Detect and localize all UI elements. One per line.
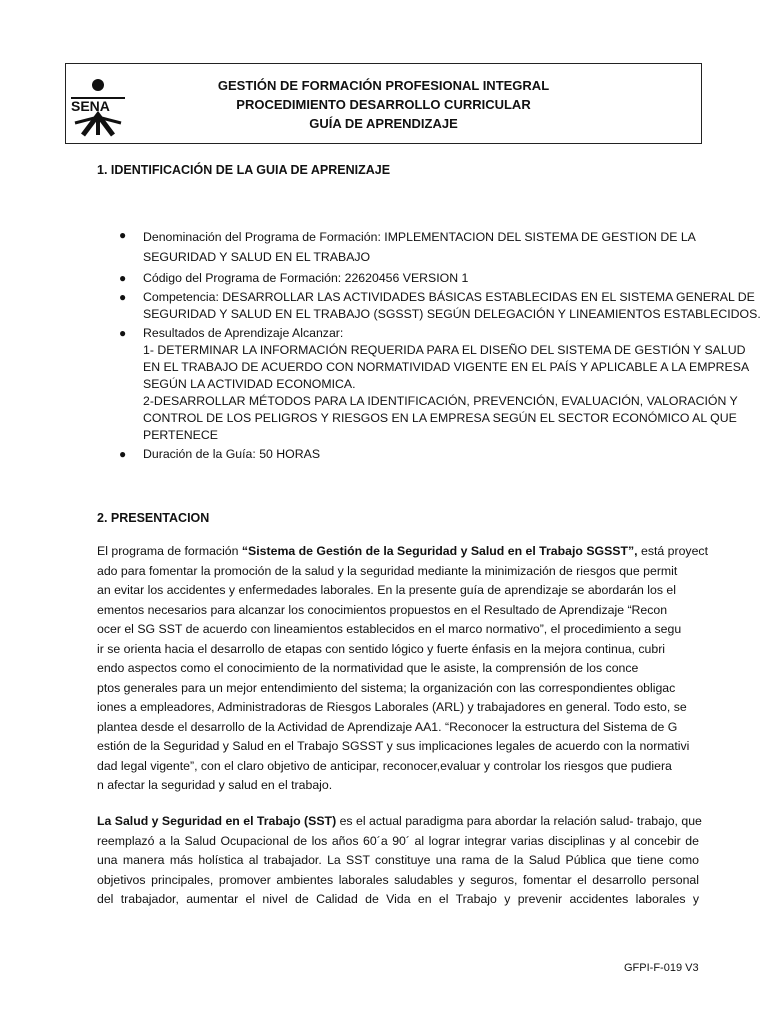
presentation-paragraph-2 xyxy=(97,812,702,910)
item-line: Duración de la Guía: 50 HORAS xyxy=(143,447,321,461)
item-line: Denominación del Programa de Formación: IMPLEMENTACION DEL SISTEMA DE GESTION DE LA xyxy=(143,230,696,244)
paragraph-line: dad legal vigente”, con el claro objetivo de anticipar, reconocer,evaluar y controlar los riesgos que pudiera xyxy=(97,758,672,773)
document-header xyxy=(65,63,702,144)
item-line: 2-DESARROLLAR MÉTODOS PARA LA IDENTIFICACIÓN, PREVENCIÓN, EVALUACIÓN, VALORACIÓN Y xyxy=(143,394,738,408)
header-title-1: GESTIÓN DE FORMACIÓN PROFESIONAL INTEGRAL xyxy=(217,78,550,93)
paragraph-line xyxy=(97,542,708,562)
section-1-title: 1. IDENTIFICACIÓN DE LA GUIA DE APRENIZAJE xyxy=(97,163,391,177)
list-item xyxy=(119,446,703,463)
item-line: Resultados de Aprendizaje Alcanzar: xyxy=(143,326,344,340)
item-line: SEGÚN LA ACTIVIDAD ECONOMICA. xyxy=(143,377,356,391)
paragraph-line: ir se orienta hacia el desarrollo de etapas con sentido lógico y fuerte énfasis en la mejora continua, cubri xyxy=(97,641,666,656)
paragraph-line: plantea desde el desarrollo de la Actividad de Aprendizaje AA1. “Reconocer la estructura del Sistema de G xyxy=(97,719,678,734)
bullet-icon: ● xyxy=(119,271,127,285)
header-title-2: PROCEDIMIENTO DESARROLLO CURRICULAR xyxy=(236,97,531,112)
identification-list xyxy=(119,227,761,465)
list-item xyxy=(119,270,703,287)
item-line: Código del Programa de Formación: 22620456 VERSION 1 xyxy=(143,271,469,285)
header-titles xyxy=(66,76,701,133)
paragraph-line: estión de la Seguridad y Salud en el Trabajo SGSST y sus implicaciones legales de acuerdo con la normativi xyxy=(97,739,690,753)
paragraph-line xyxy=(97,812,702,832)
list-item xyxy=(119,289,761,323)
paragraph-line: una manera más holística al trabajador. La SST constituye una rama de la Salud Pública que tiene como xyxy=(97,853,699,867)
paragraph-line: ptos generales para un mejor entendimiento del sistema; la organización con las correspondientes obligac xyxy=(97,680,676,695)
paragraph-line: n afectar la seguridad y salud en el trabajo. xyxy=(97,778,333,792)
item-line: EN EL TRABAJO DE ACUERDO CON NORMATIVIDAD VIGENTE EN EL PAÍS Y APLICABLE A LA EMPRESA xyxy=(143,360,750,374)
presentation-paragraph-1 xyxy=(97,542,708,796)
list-item xyxy=(119,227,703,267)
svg-text:SENA: SENA xyxy=(71,98,110,114)
header-title-3: GUÍA DE APRENDIZAJE xyxy=(309,116,458,131)
item-line: CONTROL DE LOS PELIGROS Y RIESGOS EN LA EMPRESA SEGÚN EL SECTOR ECONÓMICO AL QUE xyxy=(143,411,737,425)
bullet-icon: ● xyxy=(119,326,127,340)
item-line: Competencia: DESARROLLAR LAS ACTIVIDADES BÁSICAS ESTABLECIDAS EN EL SISTEMA GENERAL DE xyxy=(143,290,755,304)
item-line: SEGURIDAD Y SALUD EN EL TRABAJO (SGSST) SEGÚN DELEGACIÓN Y LINEAMIENTOS ESTABLECIDOS. xyxy=(143,307,761,321)
sst-term: La Salud y Seguridad en el Trabajo (SST) xyxy=(97,814,337,828)
paragraph-line: endo aspectos como el conocimiento de la normatividad que le asiste, la comprensión de los conce xyxy=(97,661,639,675)
item-line: SEGURIDAD Y SALUD EN EL TRABAJO xyxy=(143,250,371,264)
paragraph-line: an evitar los accidentes y enfermedades laborales. En la presente guía de aprendizaje se abordarán los el xyxy=(97,583,676,597)
paragraph-text: está proyect xyxy=(637,544,708,558)
bullet-icon: ● xyxy=(119,447,127,461)
bullet-icon: ● xyxy=(119,290,127,304)
paragraph-line: ocer el SG SST de acuerdo con lineamientos establecidos en el marco normativo”, el procedimiento a segu xyxy=(97,622,682,636)
paragraph-text: es el actual paradigma para abordar la relación salud- trabajo, que xyxy=(336,814,702,828)
paragraph-line: reemplazó a la Salud Ocupacional de los años 60´a 90´ al lograr integrar varias disciplinas y al concebir de xyxy=(97,833,699,848)
paragraph-line: iones a empleadores, Administradoras de Riesgos Laborales (ARL) y trabajadores en general. Todo esto, se xyxy=(97,700,687,714)
list-item xyxy=(119,325,750,444)
item-line: PERTENECE xyxy=(143,428,218,442)
paragraph-text: El programa de formación xyxy=(97,544,242,558)
paragraph-line: del trabajador, aumentar el nivel de Calidad de Vida en el Trabajo y prevenir accidentes laborales y xyxy=(97,892,699,906)
form-code: GFPI-F-019 V3 xyxy=(624,962,699,974)
paragraph-line: ado para fomentar la promoción de la salud y la seguridad mediante la minimización de riesgos que permit xyxy=(97,563,678,578)
program-name: “Sistema de Gestión de la Seguridad y Salud en el Trabajo SGSST”, xyxy=(241,544,638,558)
item-line: 1- DETERMINAR LA INFORMACIÓN REQUERIDA PARA EL DISEÑO DEL SISTEMA DE GESTIÓN Y SALUD xyxy=(143,343,746,357)
bullet-icon: ● xyxy=(119,228,127,242)
paragraph-line: objetivos principales, promover ambientes laborales saludables y seguros, fomentar el desarrollo personal xyxy=(97,872,699,887)
section-2-title: 2. PRESENTACION xyxy=(97,511,210,525)
paragraph-line: ementos necesarios para alcanzar los conocimientos propuestos en el Resultado de Aprendizaje “Recon xyxy=(97,602,668,617)
